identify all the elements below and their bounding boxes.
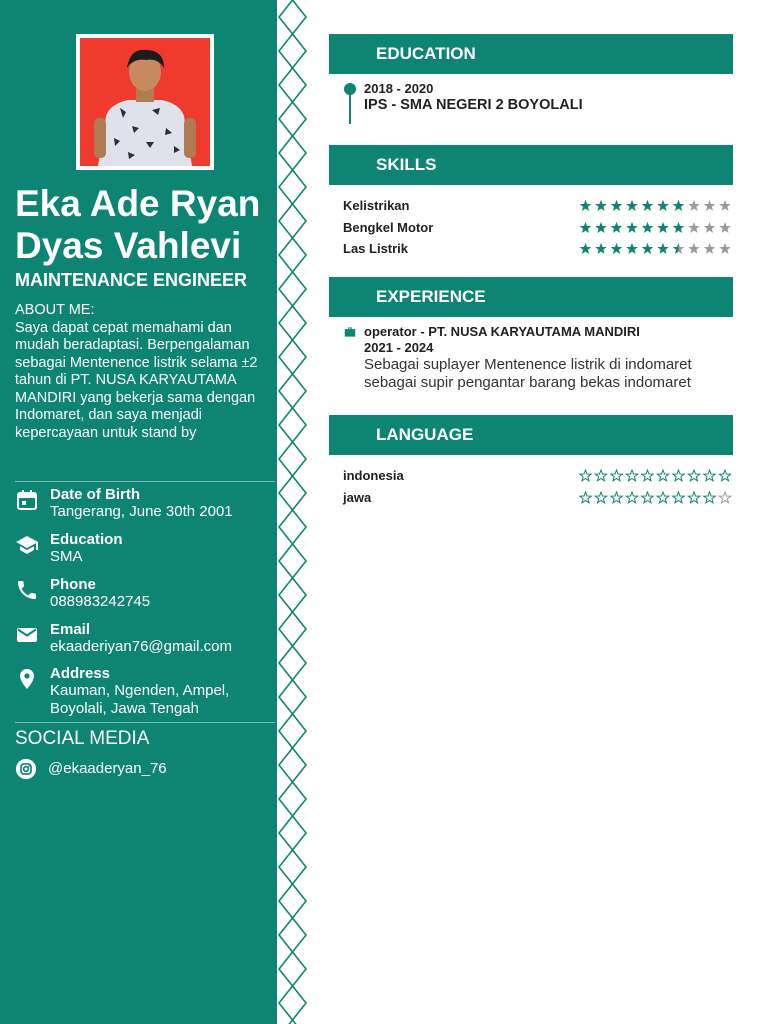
about-text: Saya dapat cepat memahami dan mudah beradaptasi. Berpengalaman sebagai Mentenence listrik selama ±2 tahun di PT. NUSA KARYAUTAMA MANDIRI yang bekerja sama dengan Indomaret, dan saya menjadi kepercayaan untuk stand by: [15, 319, 258, 441]
about-heading: ABOUT ME:: [15, 302, 95, 318]
language-row: [343, 490, 733, 508]
calendar-icon: [15, 488, 39, 512]
rating-star: [704, 200, 715, 211]
rating-star: [673, 222, 684, 233]
info-label: Email: [50, 621, 91, 638]
rating-star: [719, 492, 730, 503]
candidate-name: Eka Ade Ryan Dyas Vahlevi: [15, 183, 261, 266]
rating-star: [673, 243, 684, 254]
experience-years: 2021 - 2024: [364, 340, 434, 355]
language-name: jawa: [343, 490, 372, 505]
rating-star: [704, 492, 715, 503]
info-value: SMA: [50, 548, 83, 565]
rating-star: [719, 222, 730, 233]
rating-star: [673, 492, 684, 503]
rating-star: [657, 243, 668, 254]
rating-star: [595, 243, 606, 254]
sidebar: [0, 0, 277, 1024]
diamond-pattern: [277, 0, 308, 1024]
rating-star: [595, 492, 606, 503]
rating-star: [626, 222, 637, 233]
rating-star: [611, 200, 622, 211]
experience-title: operator - PT. NUSA KARYAUTAMA MANDIRI: [364, 324, 640, 339]
skill-name: Bengkel Motor: [343, 220, 434, 235]
graduation-cap-icon: [15, 533, 39, 557]
section-header-experience: EXPERIENCE: [329, 277, 733, 317]
location-pin-icon: [15, 667, 39, 691]
rating-star: [580, 492, 591, 503]
skill-row: [343, 220, 733, 238]
rating-star: [580, 470, 591, 481]
person-illustration: [80, 38, 210, 166]
rating-star: [626, 470, 637, 481]
skill-rating: [578, 242, 733, 256]
skill-name: Kelistrikan: [343, 198, 410, 213]
info-label: Date of Birth: [50, 486, 140, 503]
skill-row: [343, 198, 733, 216]
section-header-skills: SKILLS: [329, 145, 733, 185]
rating-star: [611, 470, 622, 481]
info-value: Kauman, Ngenden, Ampel, Boyolali, Jawa Tengah: [50, 682, 230, 717]
rating-star: [642, 492, 653, 503]
section-header-education: EDUCATION: [329, 34, 733, 74]
rating-star: [642, 243, 653, 254]
divider: [15, 722, 275, 723]
rating-star: [688, 222, 699, 233]
rating-star: [580, 222, 591, 233]
rating-star: [611, 492, 622, 503]
social-media-heading: SOCIAL MEDIA: [15, 728, 150, 749]
info-label: Address: [50, 665, 111, 682]
rating-star: [657, 470, 668, 481]
rating-star: [580, 243, 591, 254]
language-name: indonesia: [343, 468, 404, 483]
job-title: MAINTENANCE ENGINEER: [15, 270, 248, 290]
profile-photo: [80, 38, 210, 166]
skill-row: [343, 241, 733, 259]
rating-star: [688, 470, 699, 481]
rating-star: [611, 222, 622, 233]
rating-star: [704, 243, 715, 254]
skill-name: Las Listrik: [343, 241, 409, 256]
rating-star: [688, 492, 699, 503]
rating-star: [657, 492, 668, 503]
rating-star: [657, 200, 668, 211]
info-value: 088983242745: [50, 593, 151, 610]
experience-description: Sebagai suplayer Mentenence listrik di indomaret sebagai supir pengantar barang bekas indomaret: [364, 356, 692, 391]
rating-star: [626, 200, 637, 211]
rating-star: [704, 222, 715, 233]
rating-star: [719, 470, 730, 481]
instagram-handle[interactable]: @ekaaderyan_76: [48, 760, 167, 777]
rating-star: [642, 200, 653, 211]
education-years: 2018 - 2020: [364, 81, 434, 96]
rating-star: [595, 222, 606, 233]
rating-star: [611, 243, 622, 254]
instagram-icon: [15, 758, 37, 780]
decorative-diamond-border: [277, 0, 308, 1024]
info-label: Phone: [50, 576, 96, 593]
briefcase-icon: [343, 325, 357, 339]
rating-star: [673, 200, 684, 211]
rating-star: [595, 470, 606, 481]
rating-star: [673, 470, 684, 481]
profile-photo-frame: [76, 34, 214, 170]
rating-star: [688, 200, 699, 211]
skill-rating: [578, 221, 733, 235]
language-rating: [578, 491, 733, 505]
about-section: [15, 302, 267, 442]
language-rating: [578, 469, 733, 483]
rating-star: [642, 470, 653, 481]
rating-star: [580, 200, 591, 211]
rating-star: [704, 470, 715, 481]
rating-star: [688, 243, 699, 254]
rating-star: [626, 243, 637, 254]
section-header-language: LANGUAGE: [329, 415, 733, 455]
divider: [15, 481, 275, 482]
rating-star: [642, 222, 653, 233]
phone-icon: [15, 578, 39, 602]
skill-rating: [578, 199, 733, 213]
rating-star: [719, 243, 730, 254]
rating-star: [626, 492, 637, 503]
education-school: IPS - SMA NEGERI 2 BOYOLALI: [364, 97, 583, 113]
language-row: [343, 468, 733, 486]
rating-star: [719, 200, 730, 211]
info-value: ekaaderiyan76@gmail.com: [50, 638, 232, 655]
timeline-dot: [344, 83, 356, 95]
rating-star: [595, 200, 606, 211]
info-label: Education: [50, 531, 123, 548]
info-value: Tangerang, June 30th 2001: [50, 503, 233, 520]
rating-star: [657, 222, 668, 233]
email-icon: [15, 623, 39, 647]
